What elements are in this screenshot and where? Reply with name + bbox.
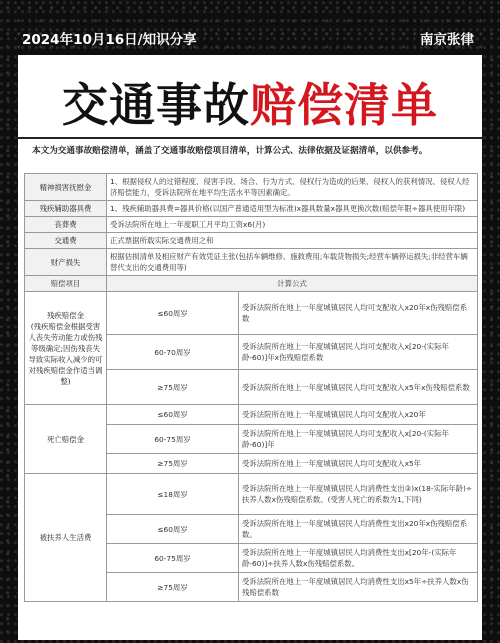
age-range: ≤60周岁 [107,515,239,544]
row-label: 残疾辅助器具费 [25,201,107,217]
formula-cell: 受诉法院所在地上一年度城镇居民人均可支配收入x[20-(实际年龄-60)]年 [239,425,478,454]
age-range: 60-70周岁 [107,335,239,370]
table-row [25,174,478,201]
table-row [25,249,478,276]
age-range: ≥75周岁 [107,573,239,602]
header-item: 赔偿项目 [25,276,107,292]
age-range: ≥75周岁 [107,454,239,474]
age-range: ≤60周岁 [107,292,239,335]
date-category-label: 2024年10月16日/知识分享 [22,32,197,48]
formula-cell: 受诉法院所在地上一年度城镇居民人均可支配收入x5年 [239,454,478,474]
title-divider [18,137,482,139]
age-range: ≤18周岁 [107,474,239,515]
row-label: 精神损害抚慰金 [25,174,107,201]
formula-cell: 受诉法院所在地上一年度城镇居民人均可支配收入x5年x伤残赔偿系数 [239,370,478,405]
table-row [25,233,478,249]
page-title [18,77,482,133]
row-content: 1、残疾辅助器具费=器具价格(以国产普通适用型为标准)x器具数量x器具更换次数(赔偿年限÷器具使用年限) [107,201,478,217]
row-label: 财产损失 [25,249,107,276]
group-category: 残疾赔偿金 (残疾赔偿金根据受害人丧失劳动能力或伤残等级确定;因伤残丧失导致实际收入减少的可对残疾赔偿金作适当调整) [25,292,107,405]
title-red-part: 赔偿清单 [250,78,438,132]
row-label: 交通费 [25,233,107,249]
brand-label: 南京张律 [420,32,474,48]
table-header-row [25,276,478,292]
row-label: 丧葬费 [25,217,107,233]
formula-cell: 受诉法院所在地上一年度城镇居民人均可支配收入x20年x伤残赔偿系数 [239,292,478,335]
table-row [25,201,478,217]
formula-cell: 受诉法院所在地上一年度城镇居民人均消费性支出x20年x伤残赔偿系数。 [239,515,478,544]
formula-cell: 受诉法院所在地上一年度城镇居民人均消费性支出x5年÷扶养人数x伤残赔偿系数 [239,573,478,602]
row-content: 1、根据侵权人的过错程度、侵害手段、场合、行为方式、侵权行为造成的后果、侵权人的获利情况、侵权人经济赔偿能力，受诉法院所在地平均生活水平等因素确定。 [107,174,478,201]
formula-cell: 受诉法院所在地上一年度城镇居民人均可支配收入x[20-(实际年龄-60)]年x伤残赔偿系数 [239,335,478,370]
age-range: 60-75周岁 [107,544,239,573]
document-paper [18,55,482,640]
header-formula: 计算公式 [107,276,478,292]
intro-text: 本文为交通事故赔偿清单，涵盖了交通事故赔偿项目清单，计算公式、法律依据及证据清单，以供参考。 [32,146,428,156]
table-row [25,217,478,233]
group-category: 死亡赔偿金 [25,405,107,474]
table-row [25,474,478,515]
formula-cell: 受诉法院所在地上一年度城镇居民人均可支配收入x20年 [239,405,478,425]
row-content: 正式票据所载实际交通费用之和 [107,233,478,249]
group-category: 被扶养人生活费 [25,474,107,602]
top-banner [0,22,500,52]
row-content: 根据估损清单及相应财产有效凭证主张(包括车辆维修、施救费用;车载货物损失;经营车辆停运损失;非经营车辆替代支出的交通费用等) [107,249,478,276]
formula-cell: 受诉法院所在地上一年度城镇居民人均消费性支出③)x(18-实际年龄)÷扶养人数x伤残赔偿系数。(受害人死亡的系数为1,下同) [239,474,478,515]
table-row [25,405,478,425]
age-range: ≤60周岁 [107,405,239,425]
formula-cell: 受诉法院所在地上一年度城镇居民人均消费性支出x[20年-(实际年龄-60)]÷扶养人数x伤残赔偿系数。 [239,544,478,573]
compensation-table [24,173,478,602]
age-range: ≥75周岁 [107,370,239,405]
row-content: 受诉法院所在地上一年度职工月平均工资x6(月) [107,217,478,233]
table-row [25,292,478,335]
title-black-part: 交通事故 [62,78,250,132]
age-range: 60-75周岁 [107,425,239,454]
